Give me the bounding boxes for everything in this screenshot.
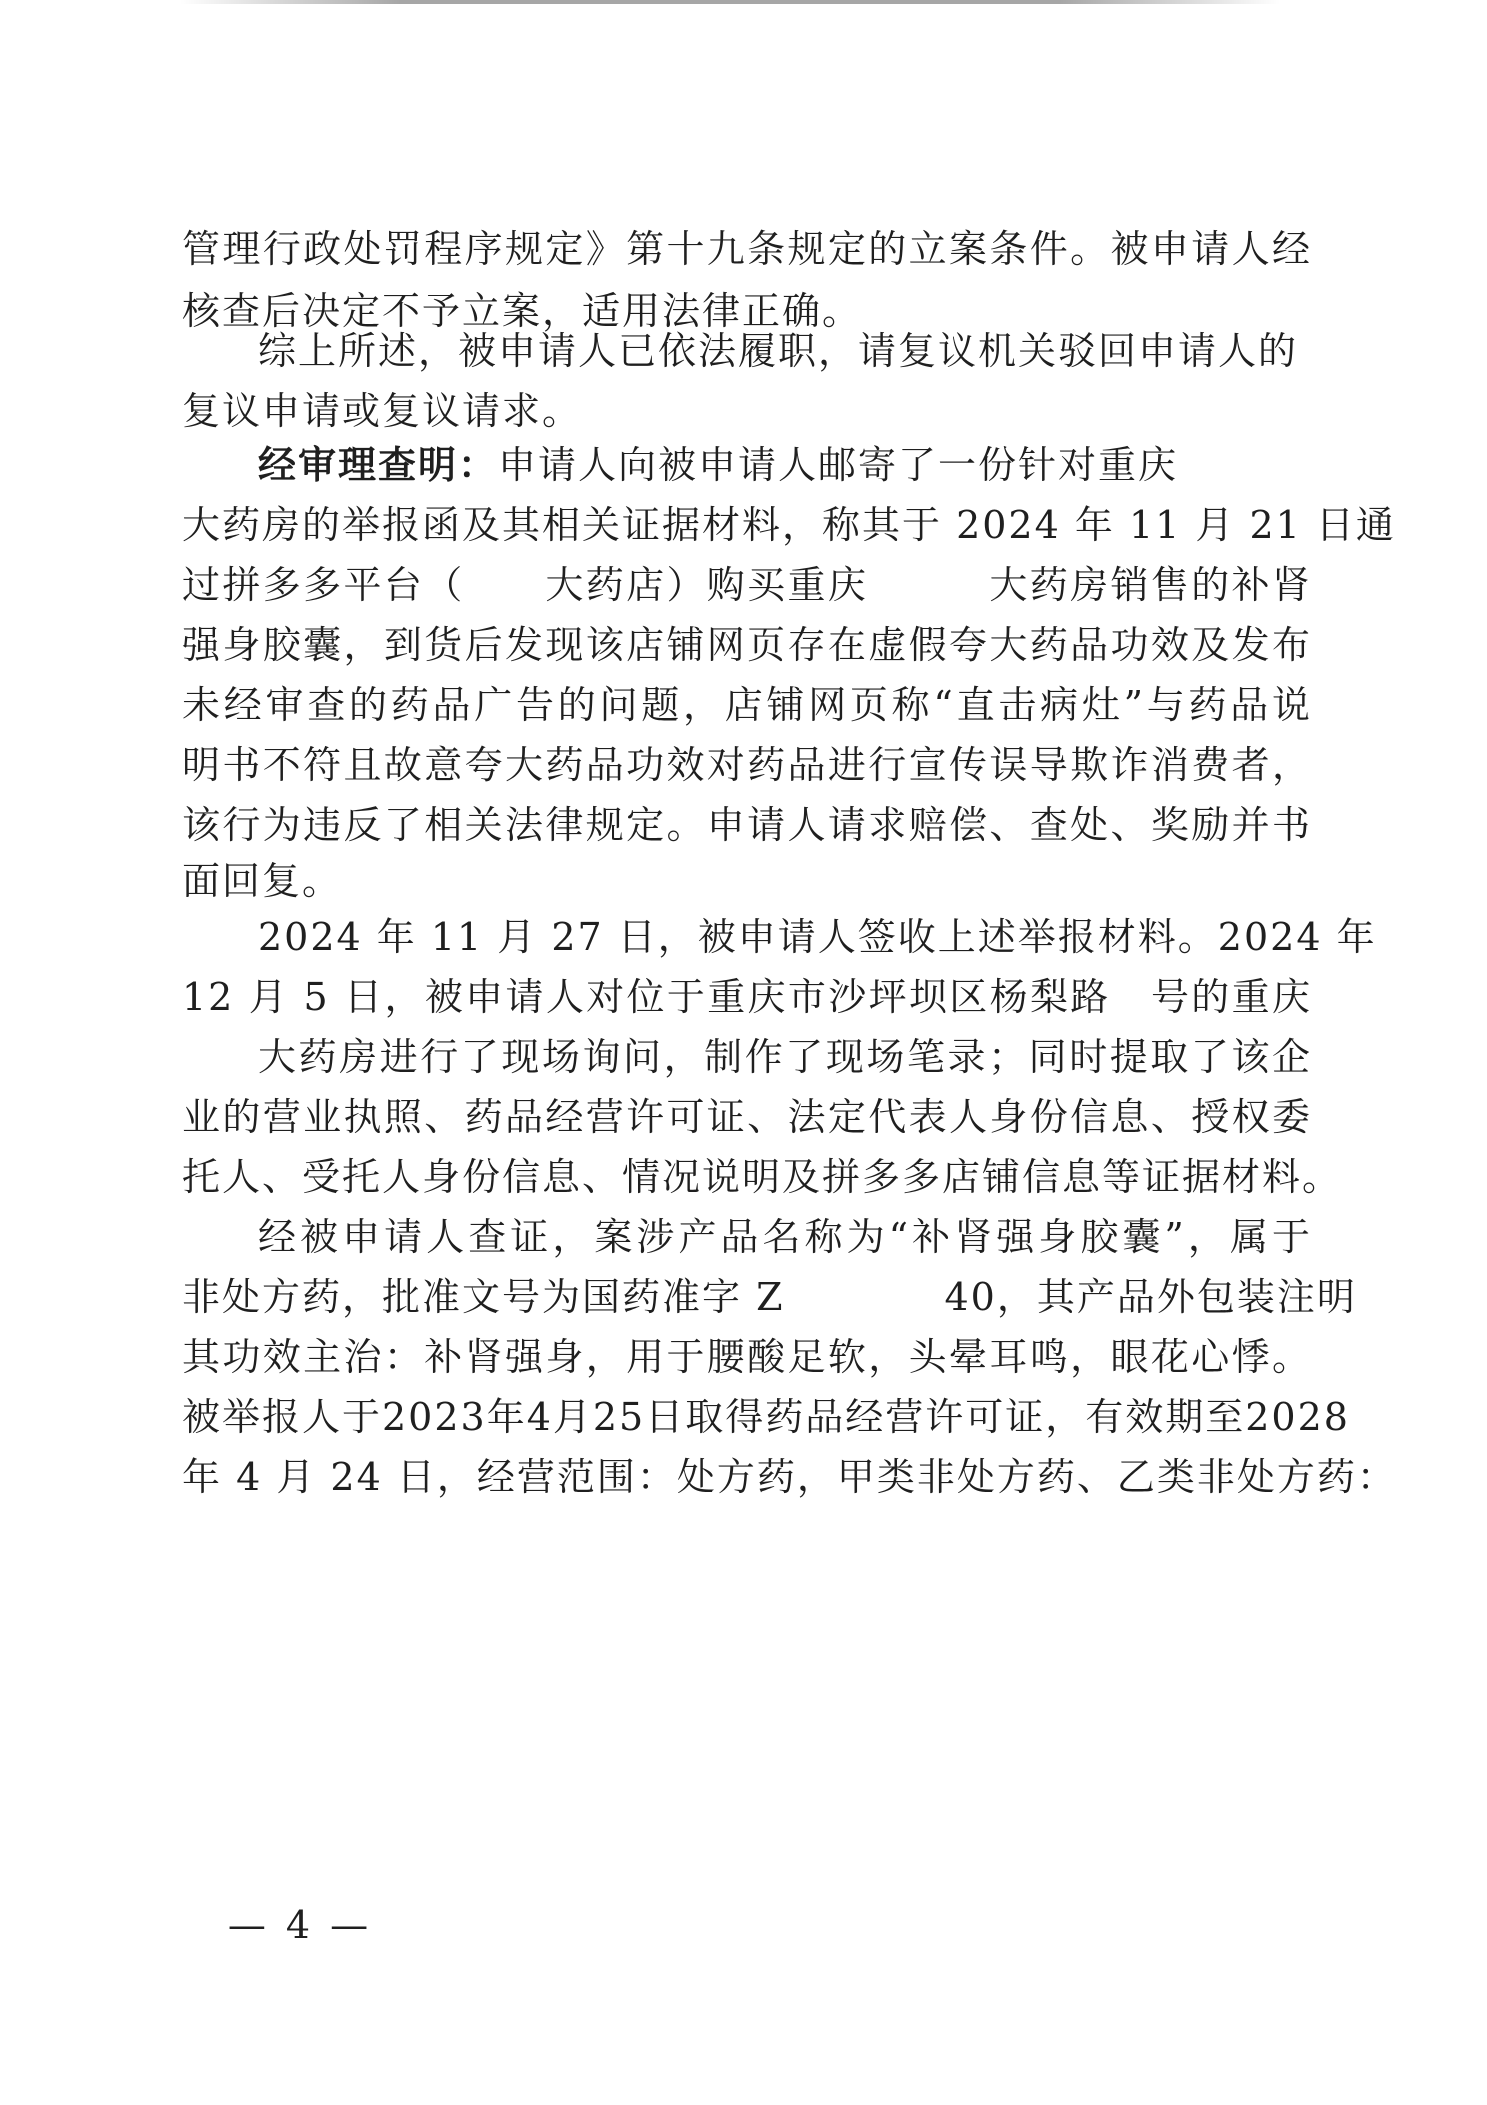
body-line-12: 面回复。 <box>182 859 343 903</box>
body-line-8: 强身胶囊，到货后发现该店铺网页存在虚假夸大药品功效及发布 <box>182 623 1312 667</box>
body-line-21: 被举报人于2023年4月25日取得药品经营许可证，有效期至2028 <box>182 1395 1350 1439</box>
body-line-16: 业的营业执照、药品经营许可证、法定代表人身份信息、授权委 <box>182 1095 1312 1139</box>
body-line-5: 申请人向被申请人邮寄了一份针对重庆 <box>498 443 1179 487</box>
body-line-4: 复议申请或复议请求。 <box>182 389 583 433</box>
body-line-6: 大药房的举报函及其相关证据材料，称其于 2024 年 11 月 21 日通 <box>182 503 1396 547</box>
finding-heading: 经审理查明： <box>258 442 499 487</box>
body-line-19: 非处方药，批准文号为国药准字 Z 40，其产品外包装注明 <box>182 1275 1357 1319</box>
body-line-1: 管理行政处罚程序规定》第十九条规定的立案条件。被申请人经 <box>182 227 1312 271</box>
body-line-17: 托人、受托人身份信息、情况说明及拼多多店铺信息等证据材料。 <box>182 1155 1343 1199</box>
body-line-11: 该行为违反了相关法律规定。申请人请求赔偿、查处、奖励并书 <box>182 803 1312 847</box>
body-line-7: 过拼多多平台（ 大药店）购买重庆 大药房销售的补肾 <box>182 563 1312 607</box>
body-line-14: 12 月 5 日，被申请人对位于重庆市沙坪坝区杨梨路 号的重庆 <box>182 975 1312 1019</box>
body-line-9: 未经审查的药品广告的问题，店铺网页称“直击病灶”与药品说 <box>182 683 1312 727</box>
finding-paragraph-start <box>258 440 1312 490</box>
body-line-22: 年 4 月 24 日，经营范围：处方药，甲类非处方药、乙类非处方药： <box>182 1455 1397 1499</box>
scan-edge-mark <box>180 0 1280 4</box>
body-line-13: 2024 年 11 月 27 日，被申请人签收上述举报材料。2024 年 <box>258 915 1377 959</box>
body-line-20: 其功效主治：补肾强身，用于腰酸足软，头晕耳鸣，眼花心悸。 <box>182 1335 1312 1379</box>
body-line-2: 核查后决定不予立案，适用法律正确。 <box>182 289 863 333</box>
body-line-18: 经被申请人查证，案涉产品名称为“补肾强身胶囊”，属于 <box>258 1215 1312 1259</box>
body-line-15: 大药房进行了现场询问，制作了现场笔录；同时提取了该企 <box>258 1035 1312 1079</box>
body-line-10: 明书不符且故意夸大药品功效对药品进行宣传误导欺诈消费者， <box>182 743 1312 787</box>
body-line-3: 综上所述，被申请人已依法履职，请复议机关驳回申请人的 <box>258 329 1299 373</box>
page-number <box>0 1900 600 1950</box>
page-number-text: — 4 — <box>227 1903 373 1947</box>
